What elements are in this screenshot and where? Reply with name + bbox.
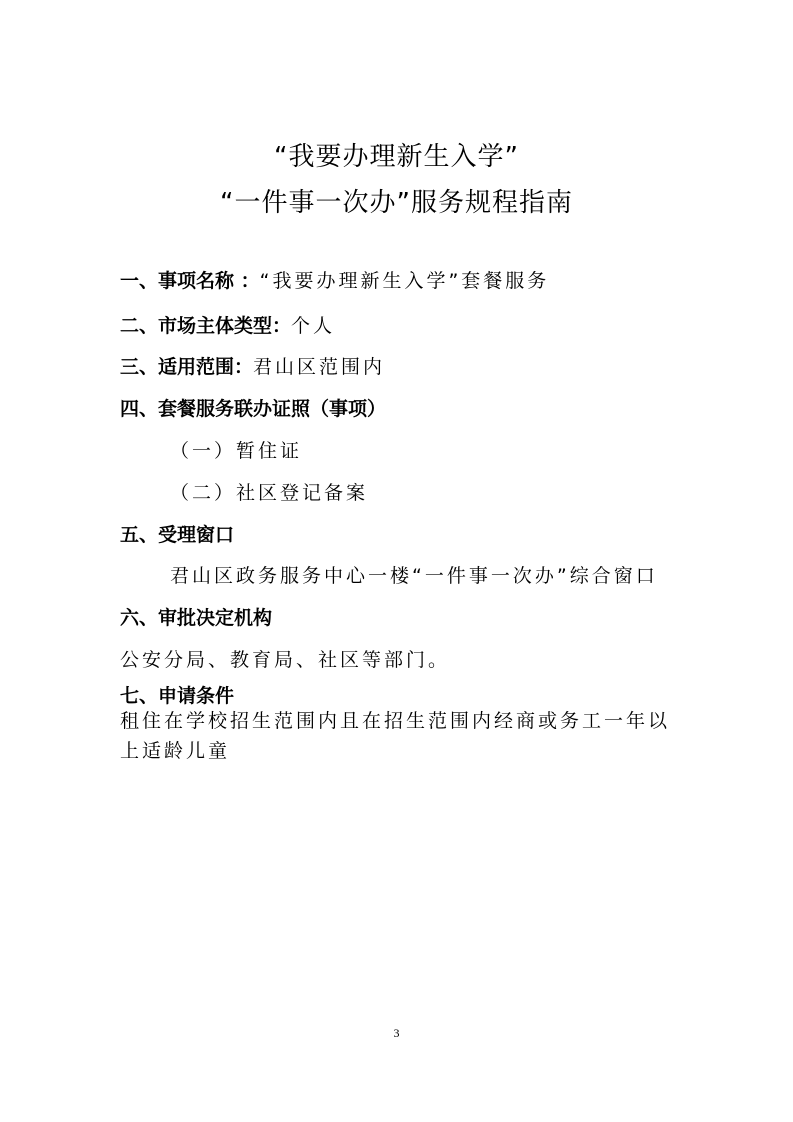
- section-heading: 一、事项名称 ：: [120, 270, 260, 292]
- page-title-line-1: “我要办理新生入学”: [274, 142, 519, 172]
- section-heading-authority: 六、审批决定机构: [120, 607, 273, 629]
- section-value-authority: 公安分局、教育局、社区等部门。: [120, 649, 451, 671]
- section-heading: 三、适用范围：: [120, 356, 254, 378]
- section-value: “我要办理新生入学”套餐服务: [259, 270, 550, 292]
- section-value: 个人: [291, 315, 336, 337]
- section-value: 君山区范围内: [253, 356, 386, 378]
- page-number: 3: [393, 1026, 400, 1040]
- section-item-name: [120, 266, 549, 293]
- section-scope: [120, 352, 385, 379]
- section-heading-conditions: 七、申请条件: [120, 685, 235, 707]
- section-subject-type: [120, 311, 335, 338]
- section-heading-certificates: 四、套餐服务联办证照（事项）: [120, 398, 387, 420]
- certificate-item: （二）社区登记备案: [170, 482, 369, 504]
- section-value-conditions: 租住在学校招生范围内且在招生范围内经商或务工一年以上适龄儿童: [120, 710, 671, 762]
- certificate-item: （一）暂住证: [170, 440, 303, 462]
- section-value-window: 君山区政务服务中心一楼“一件事一次办”综合窗口: [170, 565, 658, 587]
- section-heading: 二、市场主体类型：: [120, 315, 292, 337]
- page-title-line-2: “一件事一次办”服务规程指南: [220, 188, 573, 218]
- section-heading-window: 五、受理窗口: [120, 524, 235, 546]
